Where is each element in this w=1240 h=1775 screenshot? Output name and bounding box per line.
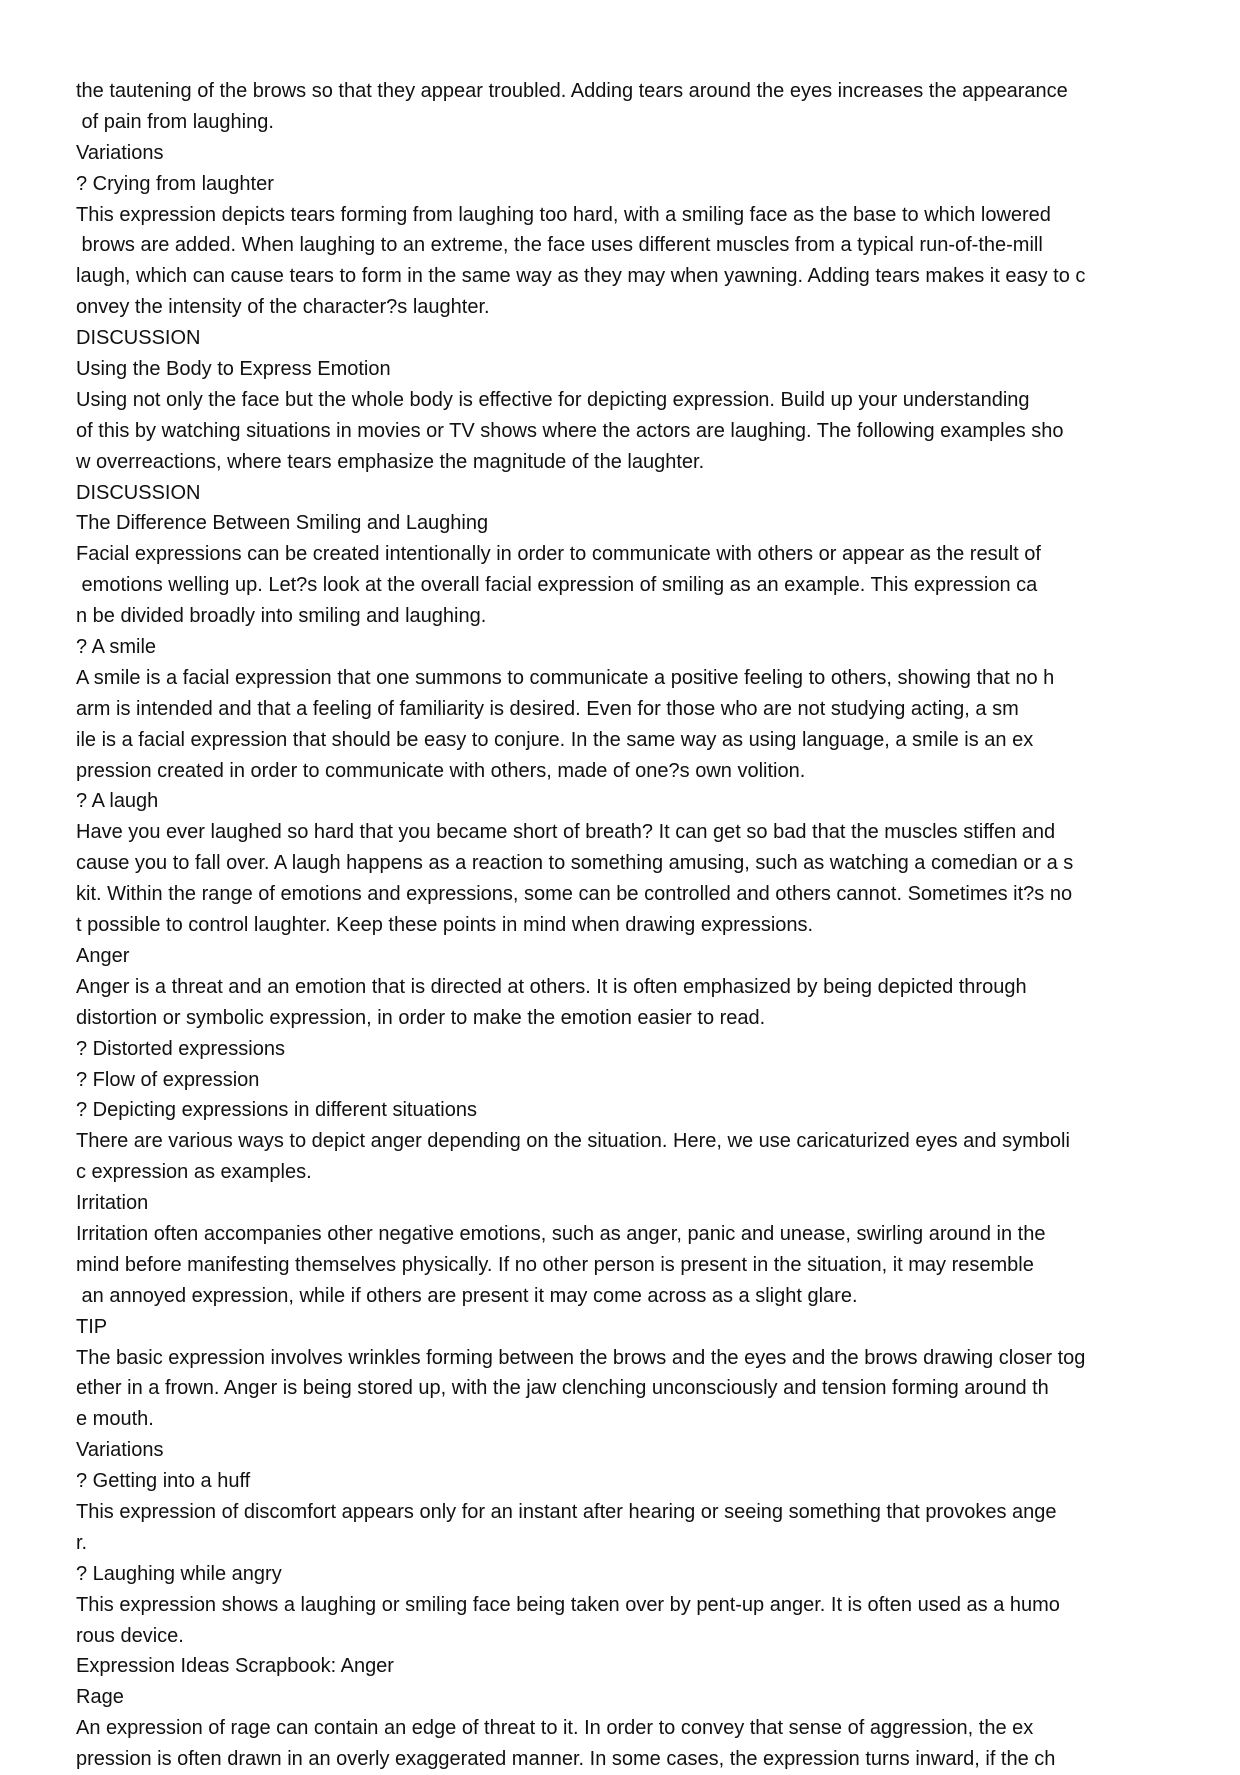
text-line: w overreactions, where tears emphasize the magnitude of the laughter. (76, 450, 705, 473)
text-line: Rage (76, 1686, 124, 1709)
text-line: Variations (76, 1439, 164, 1462)
text-line: kit. Within the range of emotions and expressions, some can be controlled and others cannot. Sometimes it?s no (76, 883, 1073, 906)
text-line: DISCUSSION (76, 327, 201, 350)
text-line: Anger (76, 944, 130, 967)
text-line: e mouth. (76, 1408, 154, 1431)
text-line: ether in a frown. Anger is being stored up, with the jaw clenching unconsciously and tension forming around th (76, 1377, 1049, 1400)
text-line: There are various ways to depict anger depending on the situation. Here, we use caricaturized eyes and symboli (76, 1130, 1070, 1153)
text-line: Using not only the face but the whole body is effective for depicting expression. Build up your understanding (76, 388, 1030, 411)
text-line: ? Laughing while angry (76, 1562, 282, 1585)
text-line: Have you ever laughed so hard that you became short of breath? It can get so bad that the muscles stiffen and (76, 821, 1056, 844)
text-line: TIP (76, 1315, 108, 1338)
text-line: The Difference Between Smiling and Laughing (76, 512, 489, 535)
text-line: of pain from laughing. (76, 110, 274, 133)
text-line: Using the Body to Express Emotion (76, 358, 391, 381)
text-line: an annoyed expression, while if others are present it may come across as a slight glare. (76, 1284, 858, 1307)
text-line: of this by watching situations in movies or TV shows where the actors are laughing. The following examples sho (76, 419, 1064, 442)
text-line: Variations (76, 141, 164, 164)
text-line: r. (76, 1531, 88, 1554)
text-line: An expression of rage can contain an edge of threat to it. In order to convey that sense of aggression, the ex (76, 1717, 1034, 1740)
text-line: ? Distorted expressions (76, 1037, 285, 1060)
text-line: Expression Ideas Scrapbook: Anger (76, 1655, 394, 1678)
text-line: Irritation often accompanies other negative emotions, such as anger, panic and unease, swirling around in the (76, 1222, 1046, 1245)
text-line: c expression as examples. (76, 1161, 312, 1184)
text-line: This expression depicts tears forming from laughing too hard, with a smiling face as the base to which lowered (76, 203, 1051, 226)
text-line: emotions welling up. Let?s look at the overall facial expression of smiling as an example. This expression ca (76, 574, 1038, 597)
text-line: pression created in order to communicate with others, made of one?s own volition. (76, 759, 806, 782)
text-line: brows are added. When laughing to an extreme, the face uses different muscles from a typical run-of-the-mill (76, 234, 1043, 257)
text-line: Anger is a threat and an emotion that is directed at others. It is often emphasized by being depicted through (76, 975, 1027, 998)
text-line: The basic expression involves wrinkles forming between the brows and the eyes and the brows drawing closer tog (76, 1346, 1086, 1369)
text-line: ile is a facial expression that should be easy to conjure. In the same way as using language, a smile is an ex (76, 728, 1034, 751)
text-line: This expression of discomfort appears only for an instant after hearing or seeing something that provokes ange (76, 1500, 1057, 1523)
text-line: n be divided broadly into smiling and laughing. (76, 605, 487, 628)
text-line: rous device. (76, 1624, 184, 1647)
text-line: A smile is a facial expression that one summons to communicate a positive feeling to others, showing that no h (76, 666, 1055, 689)
text-line: ? Flow of expression (76, 1068, 260, 1091)
text-line: ? A smile (76, 636, 157, 659)
text-line: Facial expressions can be created intentionally in order to communicate with others or appear as the result of (76, 543, 1041, 566)
text-line: ? Crying from laughter (76, 172, 274, 195)
text-line: t possible to control laughter. Keep these points in mind when drawing expressions. (76, 914, 814, 937)
text-line: distortion or symbolic expression, in order to make the emotion easier to read. (76, 1006, 766, 1029)
text-line: arm is intended and that a feeling of familiarity is desired. Even for those who are not studying acting, a sm (76, 697, 1019, 720)
text-line: mind before manifesting themselves physically. If no other person is present in the situation, it may resemble (76, 1253, 1034, 1276)
text-line: ? Getting into a huff (76, 1470, 251, 1493)
text-line: This expression shows a laughing or smiling face being taken over by pent-up anger. It is often used as a humo (76, 1593, 1060, 1616)
document-page (76, 76, 1176, 1775)
text-line: ? Depicting expressions in different situations (76, 1099, 477, 1122)
text-line: cause you to fall over. A laugh happens as a reaction to something amusing, such as watching a comedian or a s (76, 852, 1074, 875)
text-line: the tautening of the brows so that they appear troubled. Adding tears around the eyes increases the appearance (76, 80, 1068, 102)
text-line: onvey the intensity of the character?s laughter. (76, 296, 490, 319)
text-line: Irritation (76, 1192, 149, 1215)
text-line: pression is often drawn in an overly exaggerated manner. In some cases, the expression turns inward, if the ch (76, 1748, 1056, 1771)
text-line: DISCUSSION (76, 481, 201, 504)
text-line: laugh, which can cause tears to form in the same way as they may when yawning. Adding tears makes it easy to c (76, 265, 1086, 288)
text-line: ? A laugh (76, 790, 159, 813)
